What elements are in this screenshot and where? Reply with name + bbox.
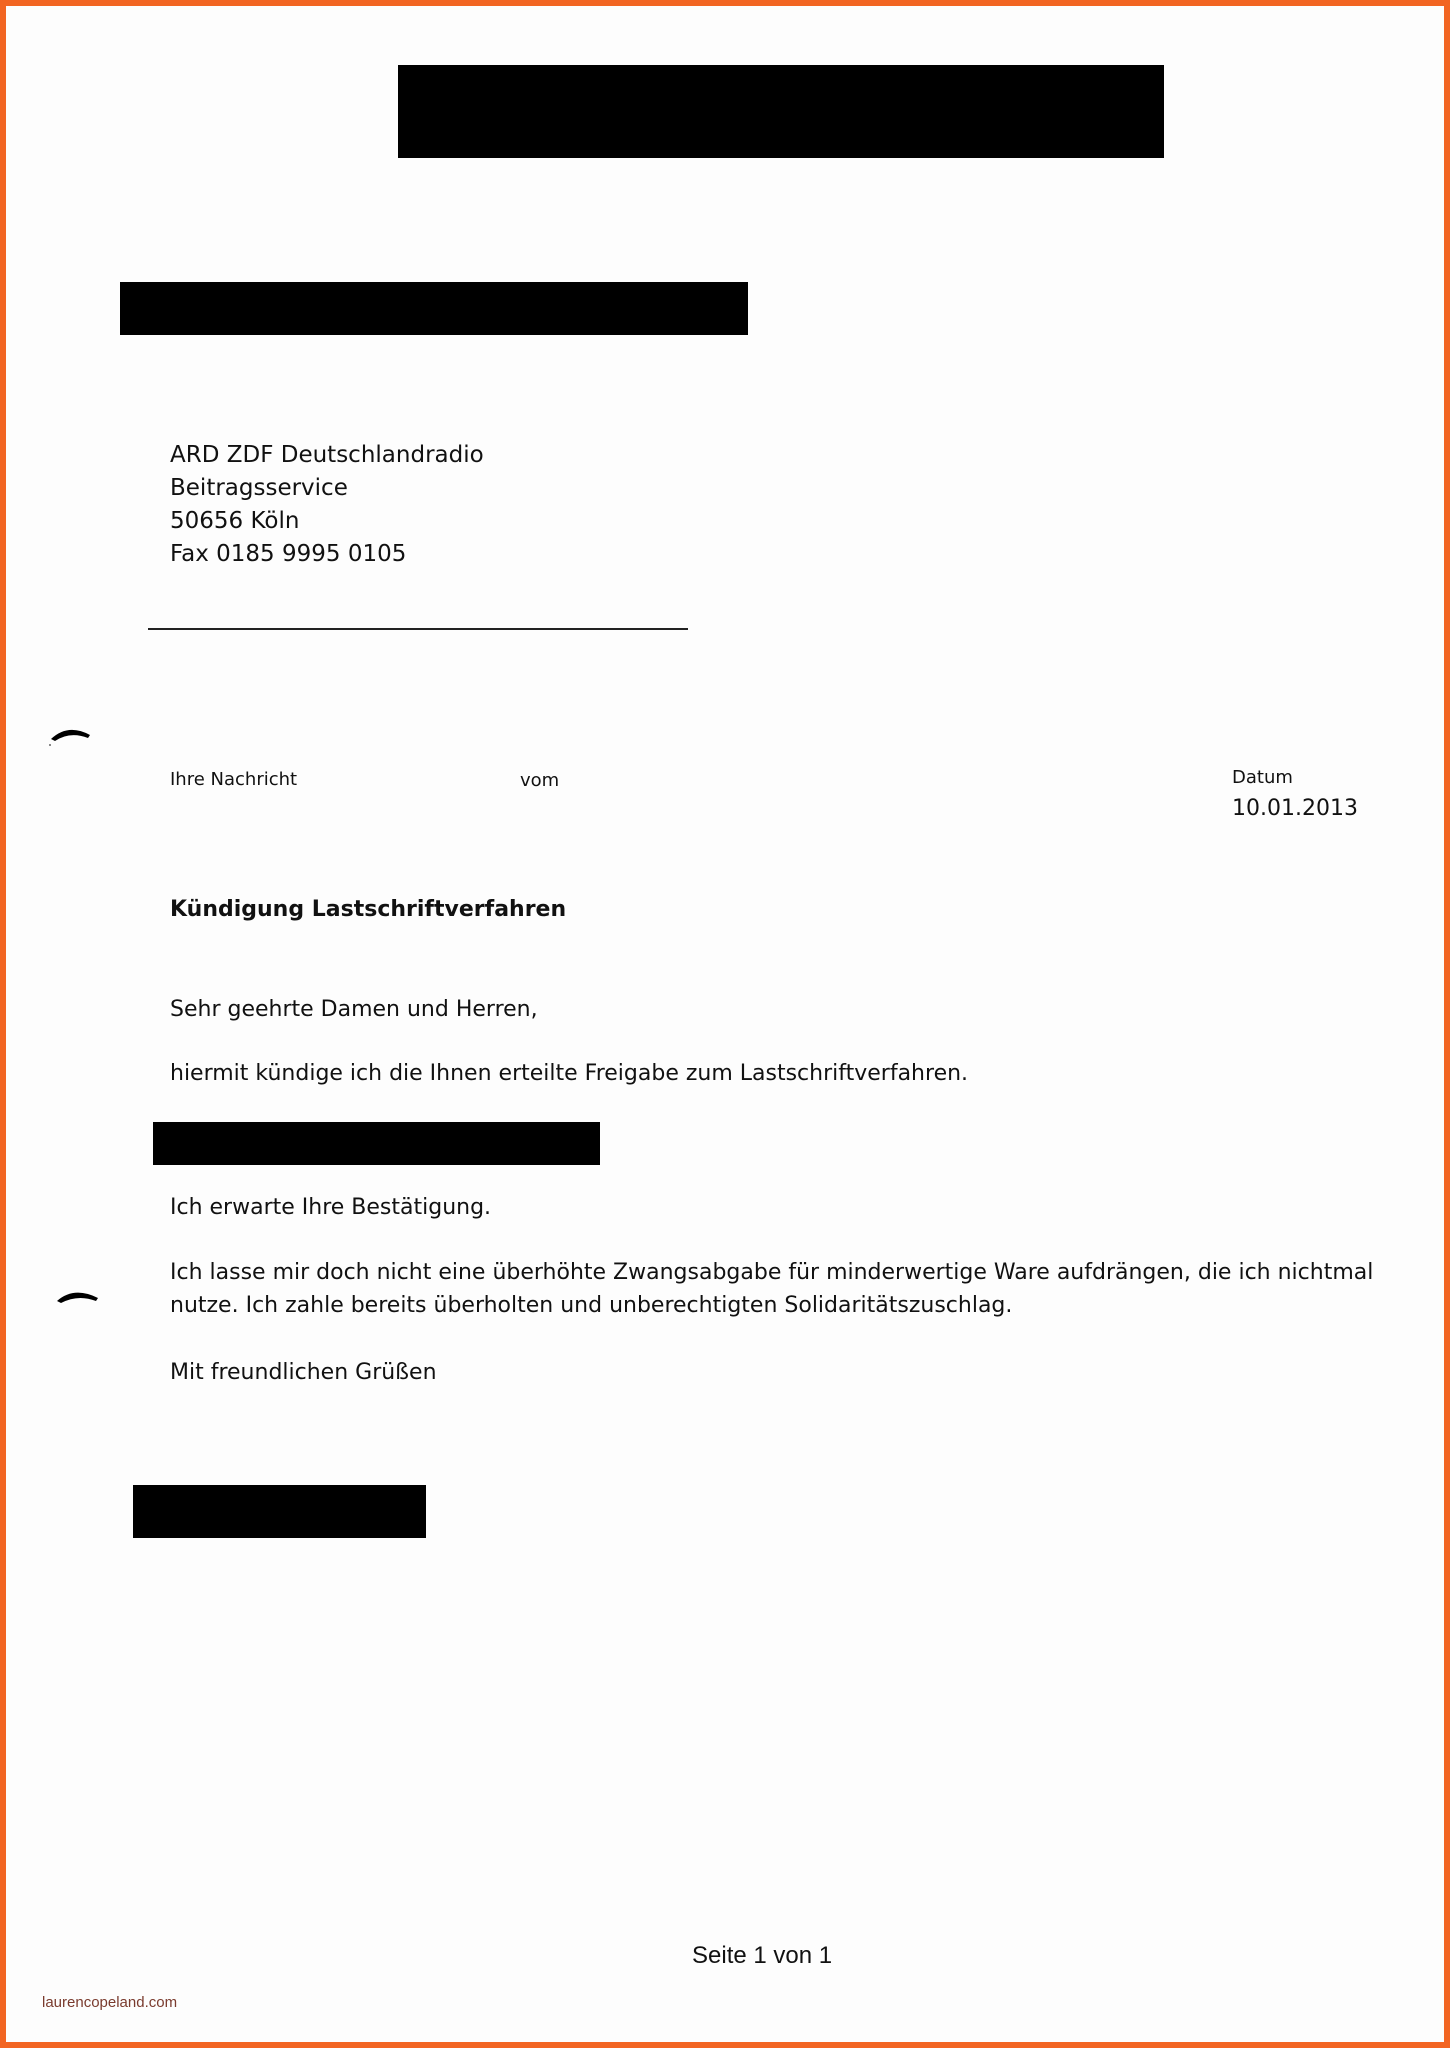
redacted-signature <box>133 1485 426 1538</box>
punch-mark-bottom <box>54 1284 104 1314</box>
letter-paragraph-3-line-1: Ich lasse mir doch nicht eine überhöhte Zwangsabgabe für minderwertige Ware aufdrängen, die ich nichtmal <box>170 1260 1374 1285</box>
address-divider <box>148 628 688 630</box>
recipient-line-3: 50656 Köln <box>170 508 300 534</box>
datum-label: Datum <box>1232 767 1293 788</box>
letter-paragraph-1: hiermit kündige ich die Ihnen erteilte Freigabe zum Lastschriftverfahren. <box>170 1061 969 1086</box>
ihre-nachricht-label: Ihre Nachricht <box>170 769 298 790</box>
letter-paragraph-3-line-2: nutze. Ich zahle bereits überholten und unberechtigten Solidaritätszuschlag. <box>170 1293 1013 1318</box>
recipient-line-1: ARD ZDF Deutschlandradio <box>170 442 484 468</box>
page-number: Seite 1 von 1 <box>692 1942 833 1969</box>
vom-label: vom <box>520 770 560 791</box>
letter-paragraph-2: Ich erwarte Ihre Bestätigung. <box>170 1195 492 1220</box>
letter-closing: Mit freundlichen Grüßen <box>170 1360 437 1385</box>
letter-subject: Kündigung Lastschriftverfahren <box>170 897 567 922</box>
redacted-sender-header <box>398 65 1164 158</box>
redacted-account-details <box>153 1122 600 1165</box>
punch-mark-top <box>46 721 96 751</box>
recipient-line-4: Fax 0185 9995 0105 <box>170 541 407 567</box>
watermark-text: laurencopeland.com <box>42 1994 178 2011</box>
recipient-line-2: Beitragsservice <box>170 475 348 501</box>
letter-salutation: Sehr geehrte Damen und Herren, <box>170 997 538 1022</box>
redacted-sender-address <box>120 282 748 335</box>
datum-value: 10.01.2013 <box>1232 796 1358 821</box>
